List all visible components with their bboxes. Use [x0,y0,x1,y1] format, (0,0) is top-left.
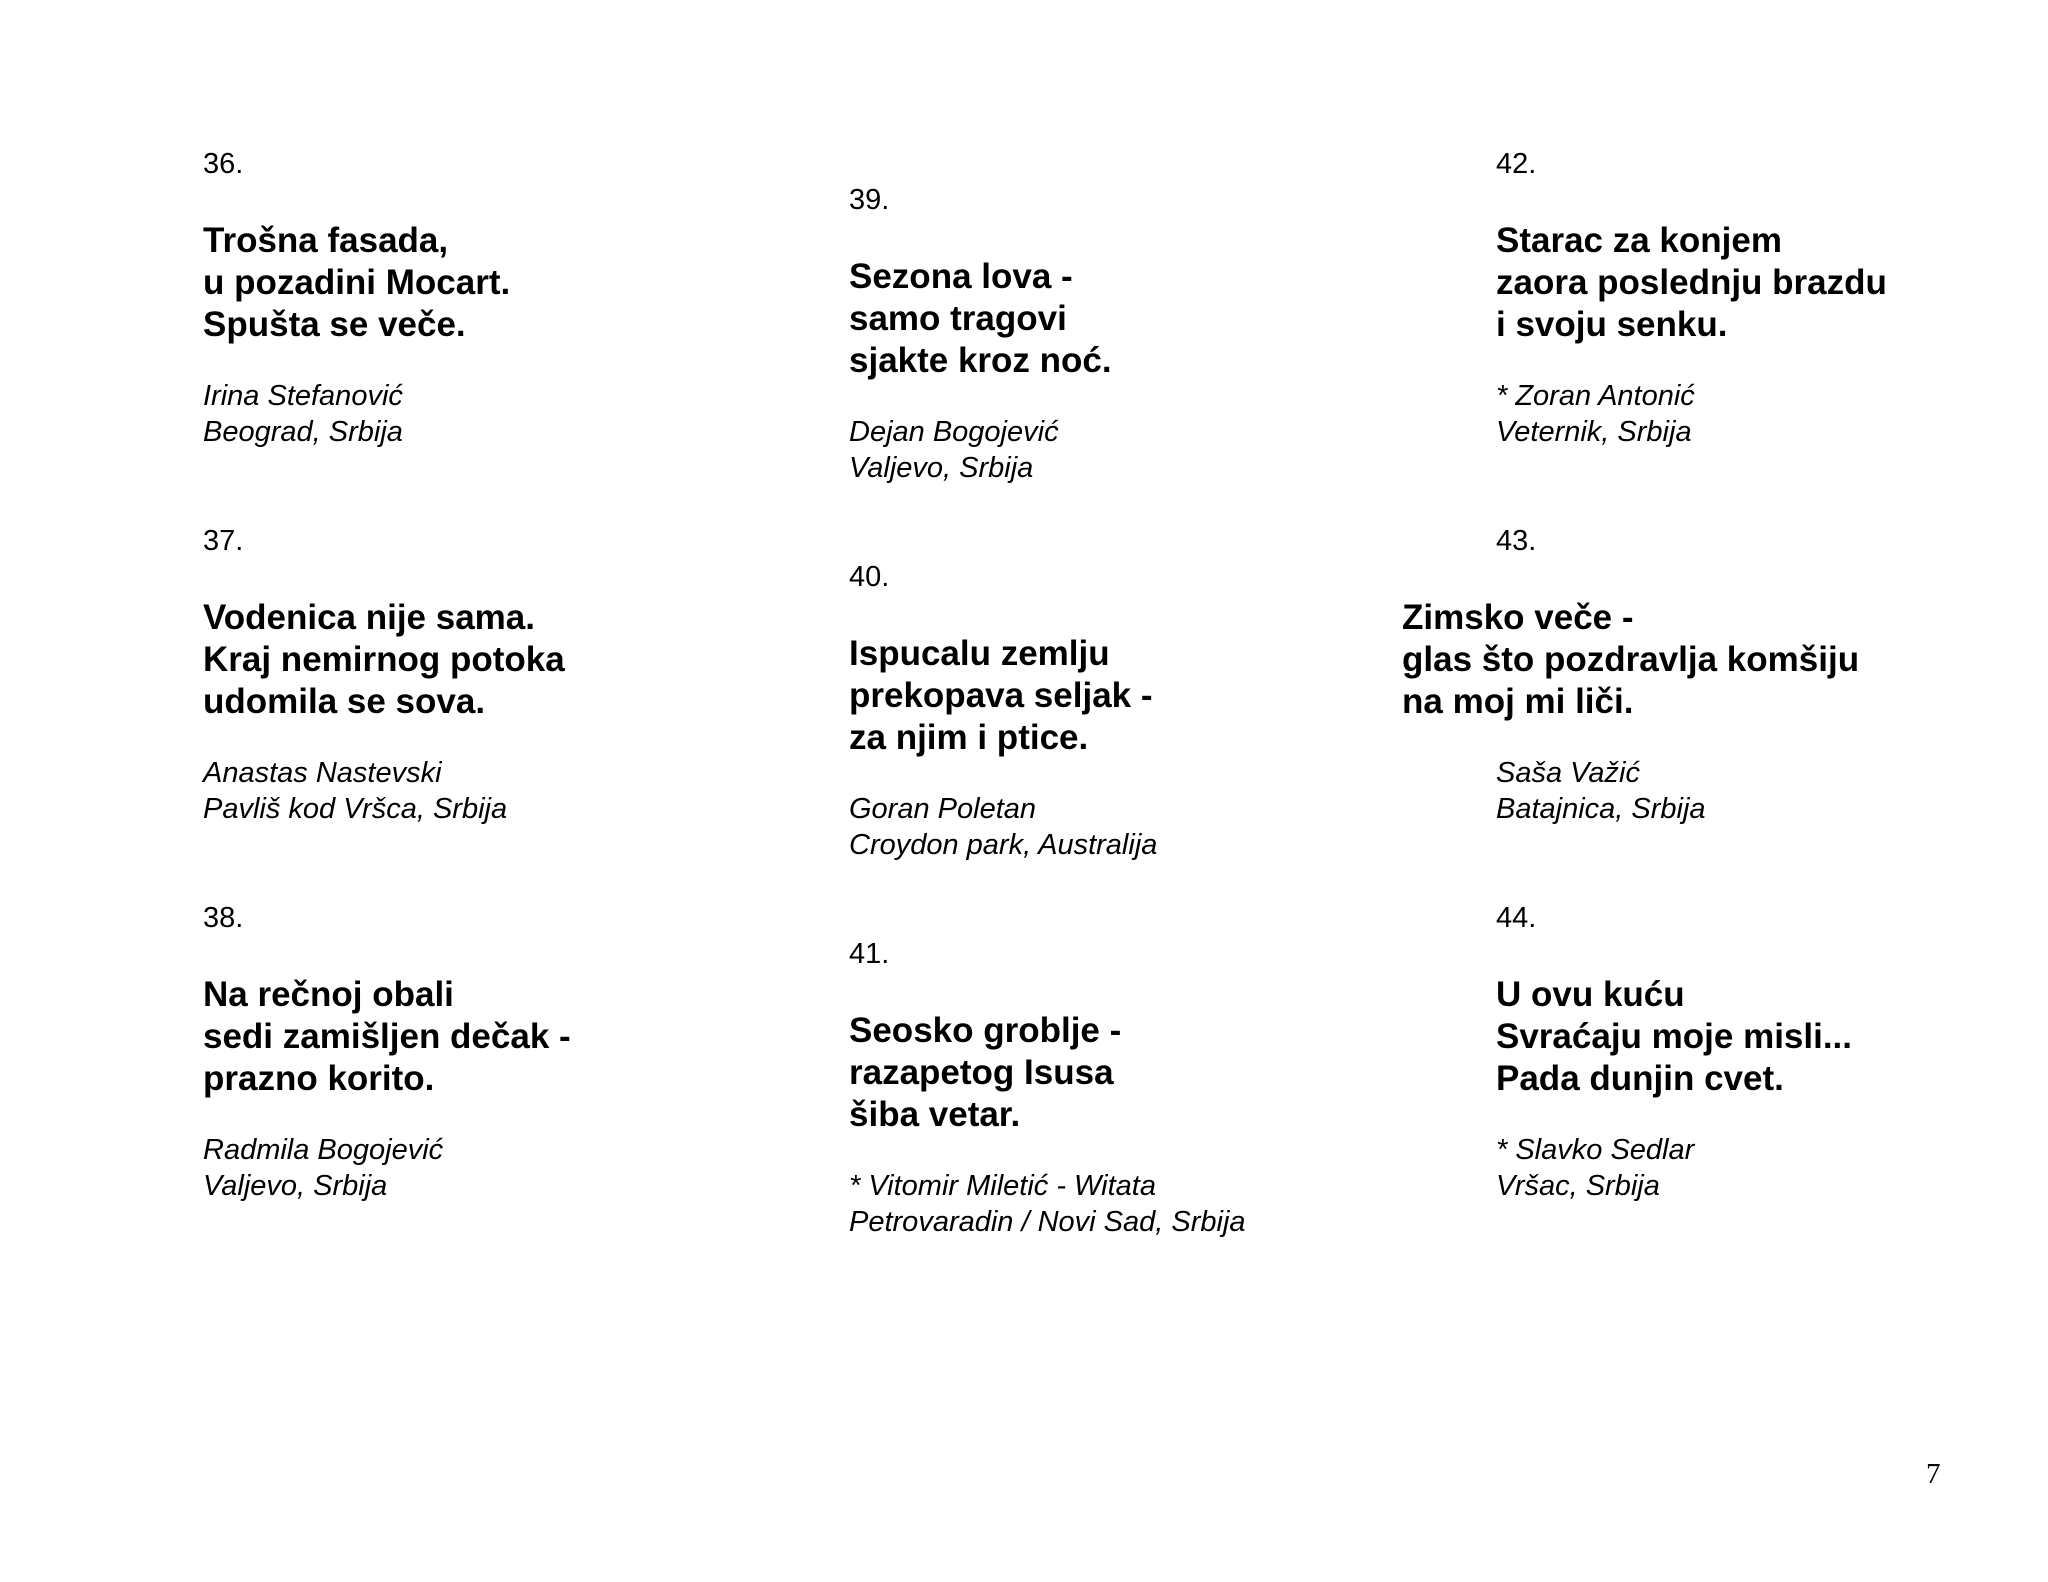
author-block [849,1168,1409,1240]
haiku-poem [849,633,1409,759]
author-block [1496,378,2048,450]
author-name: * Slavko Sedlar [1496,1134,1695,1166]
entry-number: 36. [203,148,244,180]
poem-line: zaora poslednju brazdu [1496,263,1887,302]
author-block [849,414,1409,486]
poem-line: prekopava seljak - [849,676,1153,715]
poem-line: Zimsko veče - [1402,598,1634,637]
entry-number: 44. [1496,902,1537,934]
author-name: Goran Poletan [849,793,1037,825]
author-block [203,378,763,450]
author-place: Petrovaradin / Novi Sad, Srbija [849,1206,1246,1238]
author-place: Croydon park, Australija [849,829,1158,861]
haiku-entry-36 [203,146,763,450]
author-name: Dejan Bogojević [849,416,1059,448]
poem-line: Kraj nemirnog potoka [203,640,565,679]
author-block [203,755,763,827]
author-name: Irina Stefanović [203,380,403,412]
author-place: Valjevo, Srbija [849,452,1034,484]
haiku-poem [849,1010,1409,1136]
poem-line: Ispucalu zemlju [849,634,1110,673]
author-block [849,791,1409,863]
poem-line: Spušta se veče. [203,305,466,344]
entry-number: 40. [849,561,890,593]
haiku-entry-37 [203,523,763,827]
author-name: Anastas Nastevski [203,757,442,789]
poem-line: Na rečnoj obali [203,975,454,1014]
haiku-poem [1402,597,2048,723]
haiku-poem [849,256,1409,382]
page-number: 7 [1926,1458,1941,1490]
haiku-poem [203,597,763,723]
poem-line: za njim i ptice. [849,718,1089,757]
author-place: Valjevo, Srbija [203,1170,388,1202]
haiku-entry-38 [203,900,763,1204]
entry-number: 42. [1496,148,1537,180]
entry-number: 37. [203,525,244,557]
poem-line: samo tragovi [849,299,1067,338]
poem-line: šiba vetar. [849,1095,1021,1134]
entry-number: 41. [849,938,890,970]
author-name: * Zoran Antonić [1496,380,1695,412]
author-name: Saša Važić [1496,757,1640,789]
poem-line: sjakte kroz noć. [849,341,1112,380]
poem-line: Seosko groblje - [849,1011,1122,1050]
poem-line: udomila se sova. [203,682,486,721]
haiku-entry-40 [849,559,1409,863]
haiku-poem [1496,220,2048,346]
poem-line: Trošna fasada, [203,221,449,260]
haiku-entry-42 [1496,146,2048,450]
haiku-poem [203,974,763,1100]
author-place: Veternik, Srbija [1496,416,1692,448]
haiku-entry-39 [849,182,1409,486]
author-name: Radmila Bogojević [203,1134,444,1166]
poem-line: Pada dunjin cvet. [1496,1059,1784,1098]
entry-number: 39. [849,184,890,216]
poem-line: prazno korito. [203,1059,435,1098]
poem-line: razapetog Isusa [849,1053,1114,1092]
poem-line: i svoju senku. [1496,305,1728,344]
author-block [1496,1132,2048,1204]
haiku-poem [203,220,763,346]
poem-line: Svraćaju moje misli... [1496,1017,1852,1056]
poem-line: sedi zamišljen dečak - [203,1017,571,1056]
poem-line: U ovu kuću [1496,975,1685,1014]
poem-line: Starac za konjem [1496,221,1782,260]
haiku-entry-44 [1496,900,2048,1204]
poem-line: Vodenica nije sama. [203,598,535,637]
entry-number: 38. [203,902,244,934]
author-place: Batajnica, Srbija [1496,793,1706,825]
author-place: Pavliš kod Vršca, Srbija [203,793,508,825]
poem-line: na moj mi liči. [1402,682,1634,721]
author-place: Beograd, Srbija [203,416,403,448]
haiku-entry-41 [849,936,1409,1240]
author-name: * Vitomir Miletić - Witata [849,1170,1156,1202]
poem-line: glas što pozdravlja komšiju [1402,640,1860,679]
author-block [203,1132,763,1204]
poem-line: u pozadini Mocart. [203,263,511,302]
entry-number: 43. [1496,525,1537,557]
haiku-entry-43 [1402,523,2048,827]
poem-line: Sezona lova - [849,257,1073,296]
author-place: Vršac, Srbija [1496,1170,1660,1202]
haiku-poem [1496,974,2048,1100]
author-block [1496,755,2048,827]
